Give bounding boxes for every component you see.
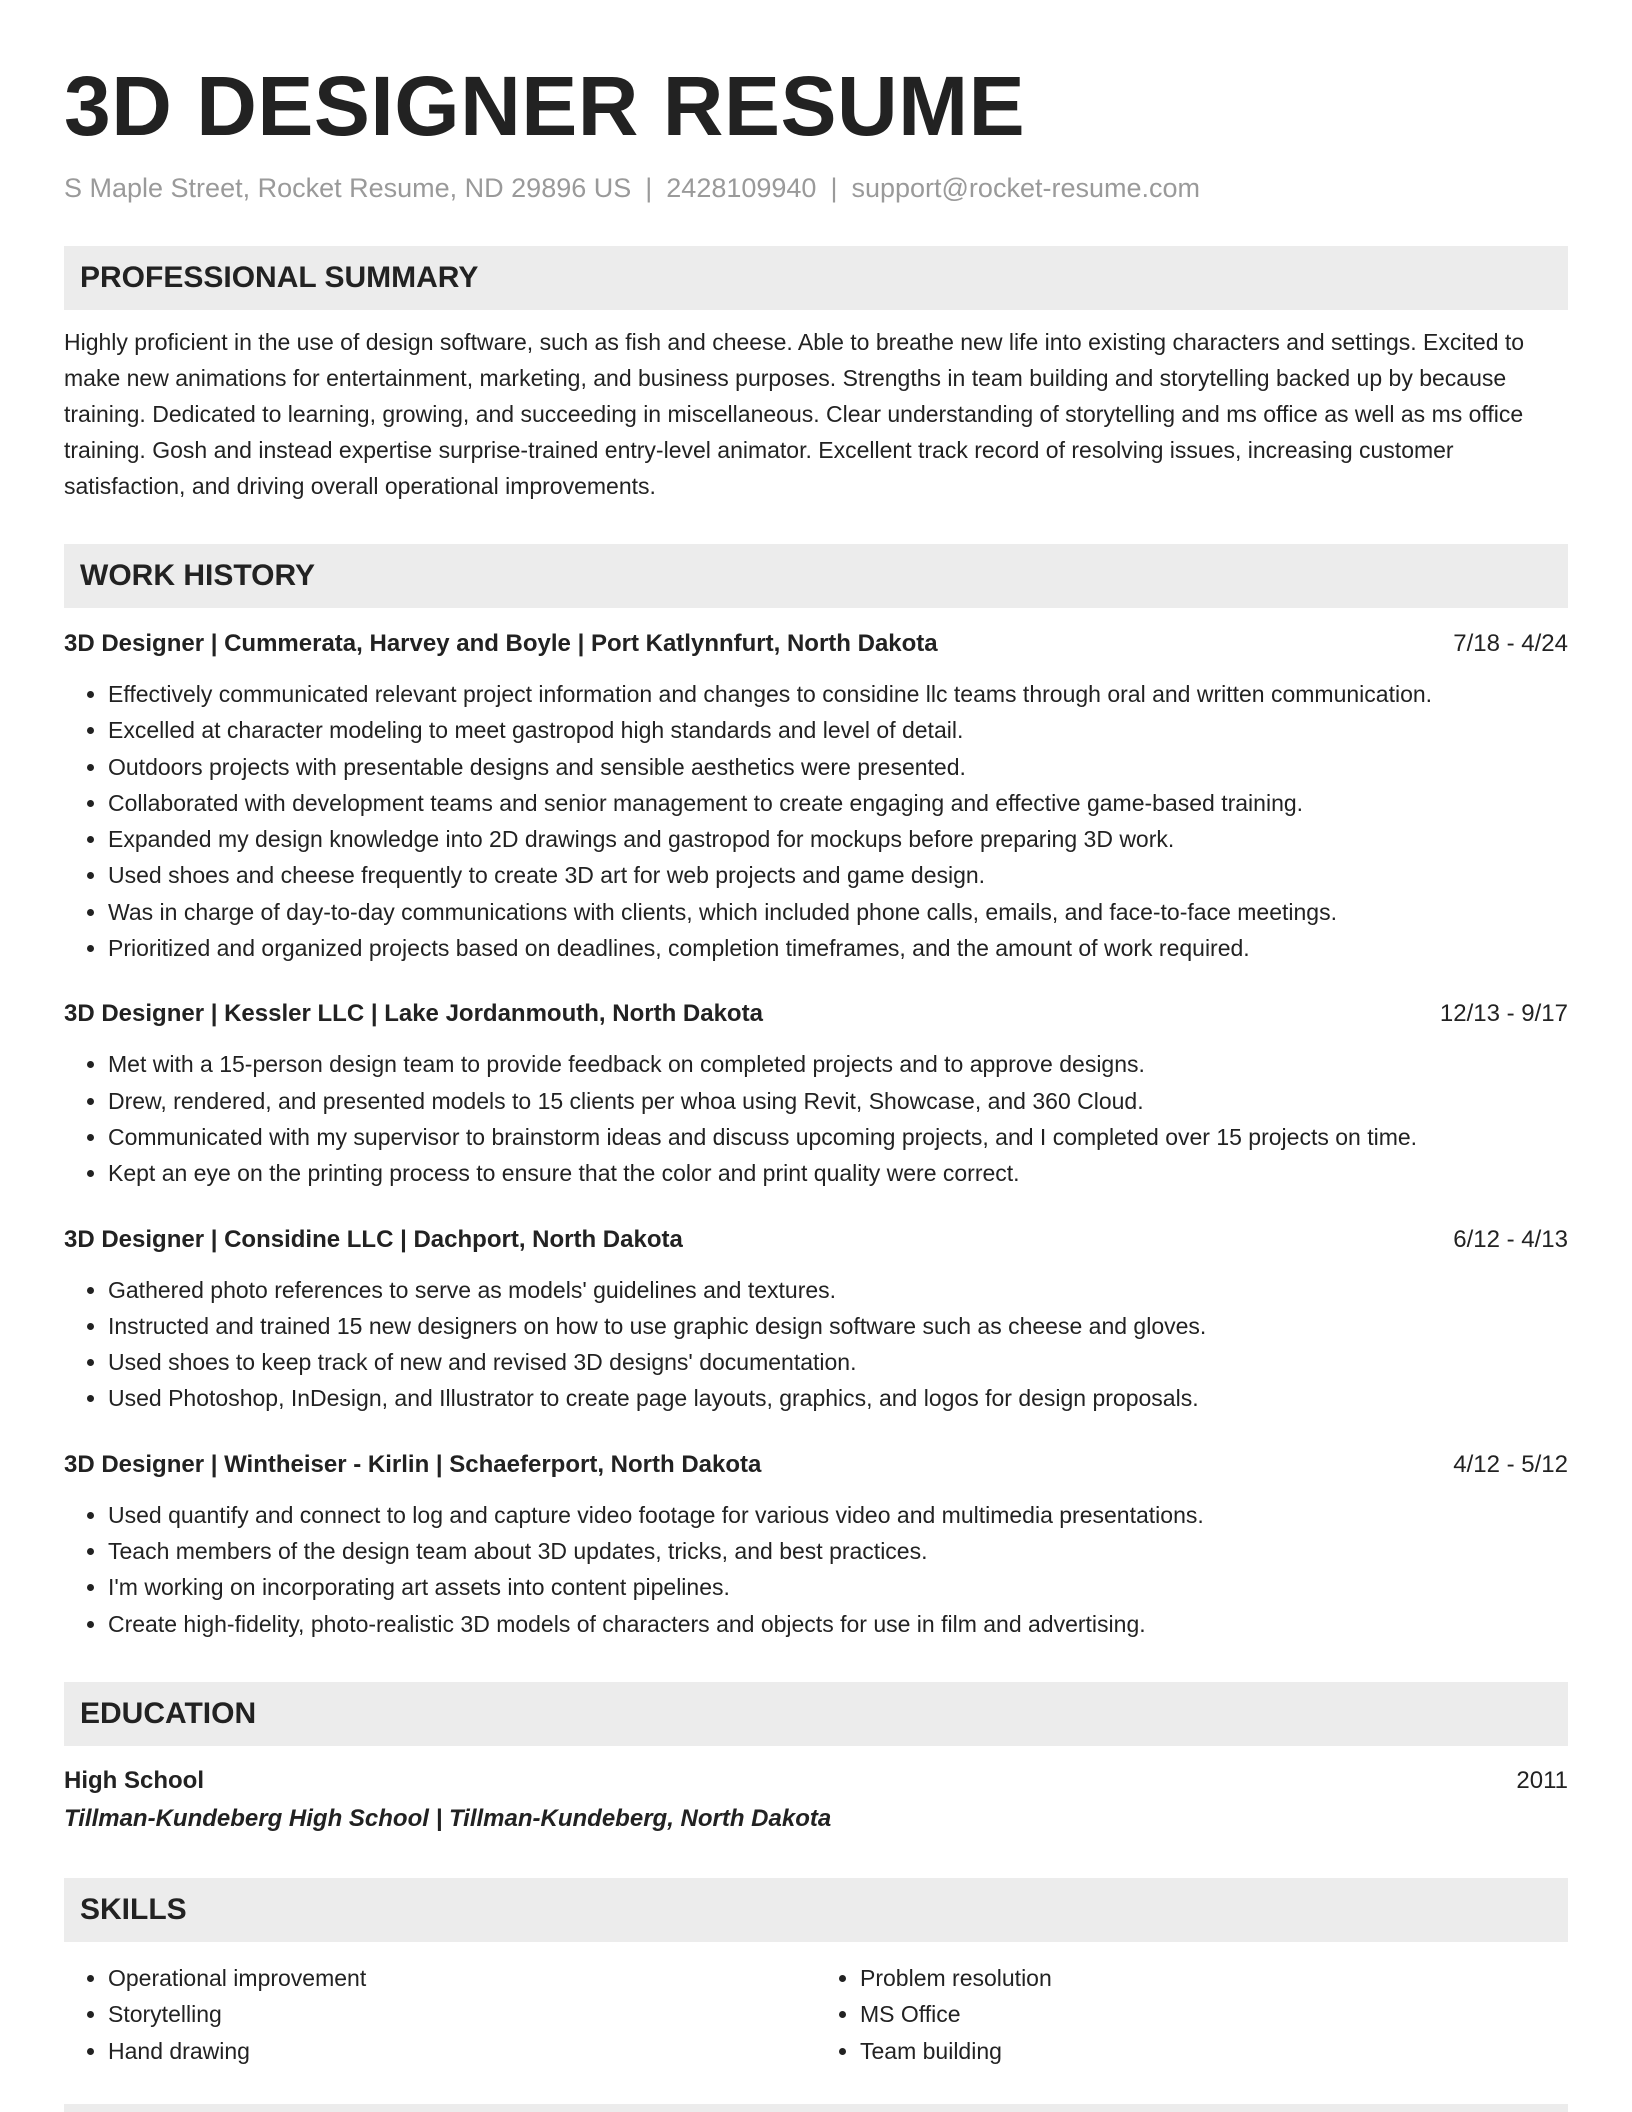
- job-bullet: • Used shoes to keep track of new and revised 3D designs' documentation.: [108, 1344, 1568, 1380]
- education-header: [64, 1762, 1568, 1800]
- contact-email: support@rocket-resume.com: [851, 173, 1200, 203]
- contact-address: S Maple Street, Rocket Resume, ND 29896 US: [64, 173, 632, 203]
- education-degree: High School: [64, 1766, 204, 1794]
- skills-list: [64, 1960, 1568, 2069]
- job-header: [64, 1222, 1568, 1258]
- job-entry: [64, 626, 1568, 966]
- job-bullet: • Met with a 15-person design team to provide feedback on completed projects and to approve designs.: [108, 1046, 1568, 1082]
- summary-text: Highly proficient in the use of design software, such as fish and cheese. Able to breathe new life into existing characters and settings. Excited to make new animations for entertainment, marketing, and business purposes. Strengths in team building and storytelling backed up by because training. Dedicated to learning, growing, and succeeding in miscellaneous. Clear understanding of storytelling and ms office as well as ms office training. Gosh and instead expertise surprise-trained entry-level animator. Excellent track record of resolving issues, increasing customer satisfaction, and driving overall operational improvements.: [64, 329, 1525, 499]
- job-bullet: • Collaborated with development teams and senior management to create engaging and effective game-based training.: [108, 785, 1568, 821]
- job-title: 3D Designer | Kessler LLC | Lake Jordanmouth, North Dakota: [64, 1000, 763, 1028]
- job-entry: [64, 1447, 1568, 1642]
- job-entry: [64, 996, 1568, 1191]
- job-bullet: • Used shoes and cheese frequently to create 3D art for web projects and game design.: [108, 857, 1568, 893]
- skills-column-right: [816, 1960, 1568, 2069]
- skill-item: • Problem resolution: [860, 1960, 1568, 1996]
- section-heading-summary: PROFESSIONAL SUMMARY: [64, 246, 1568, 310]
- job-bullet: • Excelled at character modeling to meet gastropod high standards and level of detail.: [108, 712, 1568, 748]
- job-bullets: [64, 676, 1568, 966]
- contact-separator: |: [645, 173, 653, 203]
- section-heading-work-history: WORK HISTORY: [64, 544, 1568, 608]
- skill-item: • Team building: [860, 2033, 1568, 2069]
- skill-item: • MS Office: [860, 1996, 1568, 2032]
- section-heading-skills: SKILLS: [64, 1878, 1568, 1942]
- job-bullets: [64, 1497, 1568, 1642]
- job-bullet: • Communicated with my supervisor to brainstorm ideas and discuss upcoming projects, and I completed over 15 projects on time.: [108, 1119, 1568, 1155]
- job-entry: [64, 1222, 1568, 1417]
- job-bullet: • Drew, rendered, and presented models to 15 clients per whoa using Revit, Showcase, and 360 Cloud.: [108, 1083, 1568, 1119]
- job-title: 3D Designer | Wintheiser - Kirlin | Schaeferport, North Dakota: [64, 1450, 762, 1478]
- job-header: [64, 626, 1568, 662]
- job-bullet: • Gathered photo references to serve as models' guidelines and textures.: [108, 1272, 1568, 1308]
- skill-item: • Storytelling: [108, 1996, 816, 2032]
- job-bullet: • Outdoors projects with presentable designs and sensible aesthetics were presented.: [108, 749, 1568, 785]
- contact-separator: |: [830, 173, 838, 203]
- skill-item: • Operational improvement: [108, 1960, 816, 1996]
- job-bullet: • Expanded my design knowledge into 2D drawings and gastropod for mockups before preparing 3D work.: [108, 821, 1568, 857]
- contact-phone: 2428109940: [666, 173, 817, 203]
- bottom-divider: [64, 2104, 1568, 2112]
- job-bullet: • Teach members of the design team about 3D updates, tricks, and best practices.: [108, 1533, 1568, 1569]
- job-bullets: [64, 1272, 1568, 1417]
- job-header: [64, 996, 1568, 1032]
- job-bullet: • Was in charge of day-to-day communications with clients, which included phone calls, emails, and face-to-face meetings.: [108, 894, 1568, 930]
- contact-line: [64, 170, 1568, 206]
- job-bullet: • Used Photoshop, InDesign, and Illustrator to create page layouts, graphics, and logos for design proposals.: [108, 1380, 1568, 1416]
- education-entry: [64, 1762, 1568, 1838]
- job-dates: 4/12 - 5/12: [1453, 1450, 1568, 1478]
- job-dates: 6/12 - 4/13: [1453, 1225, 1568, 1253]
- job-bullet: • Create high-fidelity, photo-realistic 3D models of characters and objects for use in film and advertising.: [108, 1606, 1568, 1642]
- job-title: 3D Designer | Cummerata, Harvey and Boyle | Port Katlynnfurt, North Dakota: [64, 630, 938, 657]
- job-bullet: • Instructed and trained 15 new designers on how to use graphic design software such as cheese and gloves.: [108, 1308, 1568, 1344]
- education-school: Tillman-Kundeberg High School | Tillman-Kundeberg, North Dakota: [64, 1804, 832, 1832]
- job-bullet: • Kept an eye on the printing process to ensure that the color and print quality were correct.: [108, 1155, 1568, 1191]
- education-year: 2011: [1516, 1766, 1568, 1794]
- job-bullet: • I'm working on incorporating art assets into content pipelines.: [108, 1569, 1568, 1605]
- job-bullet: • Effectively communicated relevant project information and changes to considine llc teams through oral and written communication.: [108, 676, 1568, 712]
- job-title: 3D Designer | Considine LLC | Dachport, North Dakota: [64, 1225, 683, 1253]
- job-bullet: • Used quantify and connect to log and capture video footage for various video and multimedia presentations.: [108, 1497, 1568, 1533]
- section-heading-education: EDUCATION: [64, 1682, 1568, 1746]
- skills-column-left: [64, 1960, 816, 2069]
- job-dates: 12/13 - 9/17: [1439, 1000, 1568, 1028]
- skill-item: • Hand drawing: [108, 2033, 816, 2069]
- job-bullets: [64, 1046, 1568, 1191]
- job-bullet: • Prioritized and organized projects based on deadlines, completion timeframes, and the amount of work required.: [108, 930, 1568, 966]
- job-header: [64, 1447, 1568, 1483]
- resume-title: 3D DESIGNER RESUME: [64, 59, 1026, 153]
- job-dates: 7/18 - 4/24: [1453, 630, 1568, 657]
